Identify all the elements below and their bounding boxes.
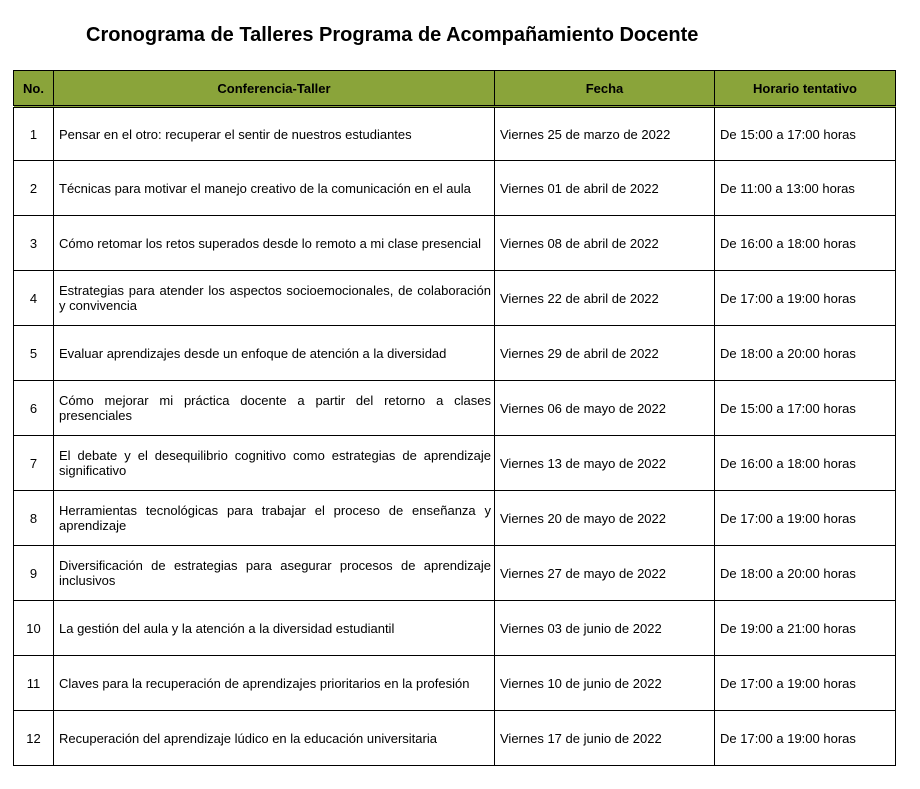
cell-fecha: Viernes 22 de abril de 2022 xyxy=(495,271,715,326)
cell-taller: Herramientas tecnológicas para trabajar el proceso de enseñanza y aprendizaje xyxy=(54,491,495,546)
document-title: Cronograma de Talleres Programa de Acompañamiento Docente xyxy=(86,24,699,46)
schedule-table xyxy=(13,70,896,766)
table-row xyxy=(14,216,896,271)
cell-fecha: Viernes 20 de mayo de 2022 xyxy=(495,491,715,546)
cell-fecha: Viernes 27 de mayo de 2022 xyxy=(495,546,715,601)
cell-taller: Estrategias para atender los aspectos socioemocionales, de colaboración y convivencia xyxy=(54,271,495,326)
header-horario: Horario tentativo xyxy=(715,71,896,107)
cell-taller: Diversificación de estrategias para asegurar procesos de aprendizaje inclusivos xyxy=(54,546,495,601)
cell-no: 10 xyxy=(14,601,54,656)
cell-no: 4 xyxy=(14,271,54,326)
cell-taller: Pensar en el otro: recuperar el sentir de nuestros estudiantes xyxy=(54,107,495,161)
table-row xyxy=(14,271,896,326)
cell-no: 2 xyxy=(14,161,54,216)
header-no: No. xyxy=(14,71,54,107)
cell-horario: De 18:00 a 20:00 horas xyxy=(715,326,896,381)
cell-horario: De 17:00 a 19:00 horas xyxy=(715,271,896,326)
cell-taller: Técnicas para motivar el manejo creativo de la comunicación en el aula xyxy=(54,161,495,216)
table-row xyxy=(14,601,896,656)
cell-fecha: Viernes 03 de junio de 2022 xyxy=(495,601,715,656)
table-row xyxy=(14,107,896,161)
table-row xyxy=(14,381,896,436)
table-row xyxy=(14,711,896,766)
cell-fecha: Viernes 13 de mayo de 2022 xyxy=(495,436,715,491)
header-fecha: Fecha xyxy=(495,71,715,107)
cell-no: 12 xyxy=(14,711,54,766)
cell-no: 3 xyxy=(14,216,54,271)
cell-horario: De 16:00 a 18:00 horas xyxy=(715,436,896,491)
header-conferencia-taller: Conferencia-Taller xyxy=(54,71,495,107)
table-row xyxy=(14,491,896,546)
table-row xyxy=(14,546,896,601)
cell-horario: De 15:00 a 17:00 horas xyxy=(715,107,896,161)
table-header xyxy=(14,71,896,107)
cell-horario: De 17:00 a 19:00 horas xyxy=(715,711,896,766)
cell-no: 5 xyxy=(14,326,54,381)
cell-fecha: Viernes 08 de abril de 2022 xyxy=(495,216,715,271)
cell-no: 7 xyxy=(14,436,54,491)
cell-taller: Evaluar aprendizajes desde un enfoque de atención a la diversidad xyxy=(54,326,495,381)
cell-fecha: Viernes 01 de abril de 2022 xyxy=(495,161,715,216)
cell-horario: De 17:00 a 19:00 horas xyxy=(715,656,896,711)
table-row xyxy=(14,436,896,491)
table-row xyxy=(14,326,896,381)
cell-taller: El debate y el desequilibrio cognitivo como estrategias de aprendizaje significativo xyxy=(54,436,495,491)
cell-fecha: Viernes 10 de junio de 2022 xyxy=(495,656,715,711)
cell-horario: De 19:00 a 21:00 horas xyxy=(715,601,896,656)
cell-taller: Claves para la recuperación de aprendizajes prioritarios en la profesión xyxy=(54,656,495,711)
cell-no: 11 xyxy=(14,656,54,711)
cell-horario: De 18:00 a 20:00 horas xyxy=(715,546,896,601)
table-row xyxy=(14,161,896,216)
cell-fecha: Viernes 17 de junio de 2022 xyxy=(495,711,715,766)
cell-taller: Cómo mejorar mi práctica docente a partir del retorno a clases presenciales xyxy=(54,381,495,436)
table-row xyxy=(14,656,896,711)
cell-taller: Recuperación del aprendizaje lúdico en la educación universitaria xyxy=(54,711,495,766)
cell-fecha: Viernes 25 de marzo de 2022 xyxy=(495,107,715,161)
cell-taller: Cómo retomar los retos superados desde lo remoto a mi clase presencial xyxy=(54,216,495,271)
header-row xyxy=(14,71,896,107)
cell-no: 6 xyxy=(14,381,54,436)
cell-no: 8 xyxy=(14,491,54,546)
cell-taller: La gestión del aula y la atención a la diversidad estudiantil xyxy=(54,601,495,656)
cell-fecha: Viernes 06 de mayo de 2022 xyxy=(495,381,715,436)
cell-horario: De 11:00 a 13:00 horas xyxy=(715,161,896,216)
cell-no: 1 xyxy=(14,107,54,161)
cell-fecha: Viernes 29 de abril de 2022 xyxy=(495,326,715,381)
cell-horario: De 15:00 a 17:00 horas xyxy=(715,381,896,436)
cell-no: 9 xyxy=(14,546,54,601)
table-body xyxy=(14,107,896,766)
cell-horario: De 16:00 a 18:00 horas xyxy=(715,216,896,271)
cell-horario: De 17:00 a 19:00 horas xyxy=(715,491,896,546)
